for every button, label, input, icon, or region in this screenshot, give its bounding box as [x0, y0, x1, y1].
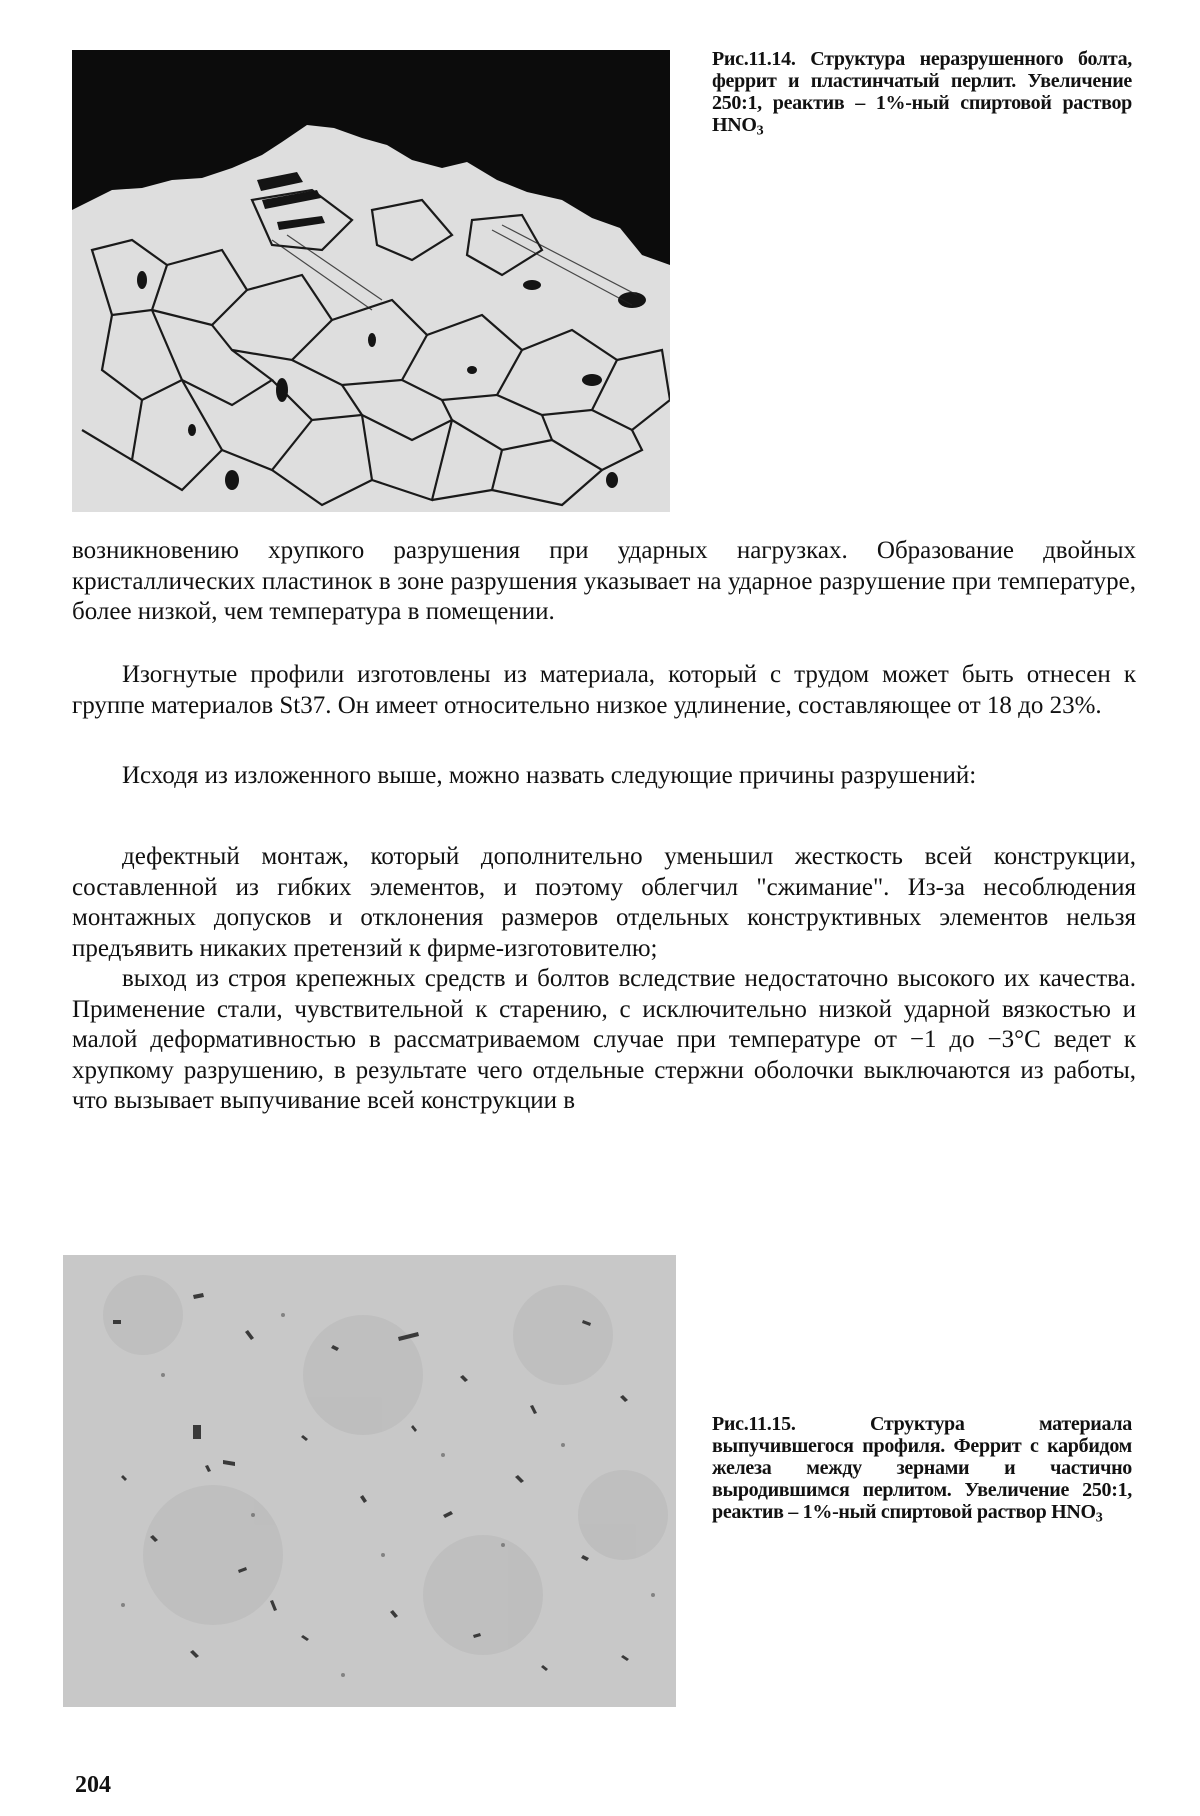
page-number: 204 [75, 1772, 111, 1798]
figure-11-15-caption-subscript: 3 [1095, 1510, 1103, 1526]
figure-11-15-caption [712, 1413, 1133, 1526]
figure-11-14-caption-prefix: Рис.11.14. [712, 48, 796, 70]
micrograph-figure-11-14 [72, 50, 670, 512]
figure-11-15-caption-prefix: Рис.11.15. [712, 1413, 796, 1435]
figure-11-14-caption [712, 48, 1132, 139]
figure-11-15-caption-text: Структура материала выпучившегося профиля. Феррит с карбидом железа между зернами и частично выродившимся перлитом. Увеличение 250:1, реактив – 1%-ный спиртовой раствор HNO [712, 1413, 1133, 1523]
list-item: дефектный монтаж, который дополнительно уменьшил жесткость всей конструкции, составленной из гибких элементов, и поэтому облегчил "сжимание". Из-за несоблюдения монтажных допусков и отклонения размеров отдельных конструктивных элементов нельзя предъявить никаких претензий к фирме-изготовителю; [72, 843, 1136, 962]
micrograph-image-1 [72, 50, 670, 512]
body-paragraph-2 [72, 660, 1136, 721]
figure-11-14-caption-subscript: 3 [756, 123, 764, 139]
micrograph-figure-11-15 [63, 1255, 676, 1707]
body-paragraph-3 [72, 761, 1136, 792]
micrograph-image-2 [63, 1255, 676, 1707]
paragraph-2-text: Изогнутые профили изготовлены из материала, который с трудом может быть отнесен к группе материалов St37. Он имеет относительно низкое удлинение, составляющее от 18 до 23%. [72, 661, 1136, 719]
figure-11-14-caption-text: Структура неразрушенного болта, феррит и пластинчатый перлит. Увеличение 250:1, реактив – 1%-ный спиртовой раствор HNO [712, 48, 1132, 136]
body-paragraph-1 [72, 536, 1136, 628]
paragraph-3-text: Исходя из изложенного выше, можно назвать следующие причины разрушений: [122, 762, 977, 789]
causes-list [72, 842, 1136, 1117]
paragraph-1-text: возникновению хрупкого разрушения при ударных нагрузках. Образование двойных кристаллических пластинок в зоне разрушения указывает на ударное разрушение при температуре, более низкой, чем температура в помещении. [72, 537, 1136, 625]
list-item: выход из строя крепежных средств и болтов вследствие недостаточно высокого их качества. Применение стали, чувствительной к старению, с исключительно низкой ударной вязкостью и малой деформативностью в рассматриваемом случае при температуре от −1 до −3°C ведет к хрупкому разрушению, в результате чего отдельные стержни оболочки выключаются из работы, что вызывает выпучивание всей конструкции в [72, 965, 1136, 1114]
